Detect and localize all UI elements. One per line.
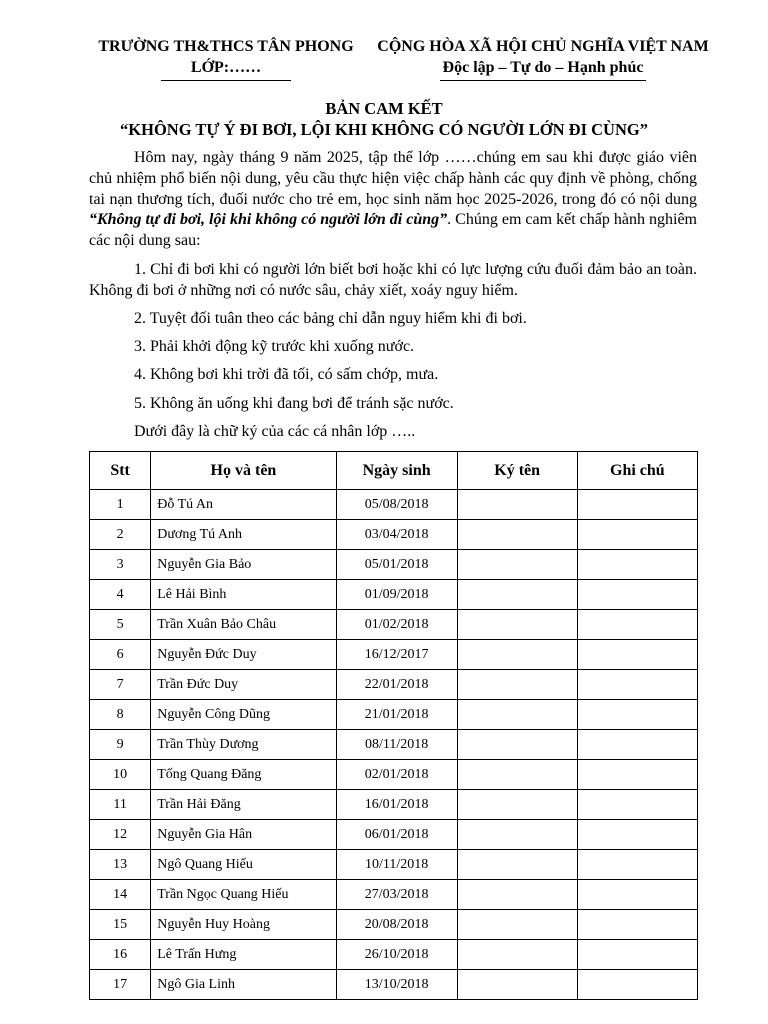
column-header-name: Họ và tên [151,452,336,490]
row-signature [457,730,577,760]
row-note [577,580,697,610]
row-note [577,970,697,1000]
row-note [577,940,697,970]
row-name: Trần Xuân Bảo Châu [151,610,336,640]
row-signature [457,970,577,1000]
table-row [90,730,698,760]
table-row [90,670,698,700]
row-name: Lê Trấn Hưng [151,940,336,970]
row-signature [457,610,577,640]
row-name: Tống Quang Đăng [151,760,336,790]
row-name: Ngô Gia Linh [151,970,336,1000]
row-signature [457,580,577,610]
table-row [90,490,698,520]
table-row [90,850,698,880]
nation-name: CỘNG HÒA XÃ HỘI CHỦ NGHĨA VIỆT NAM [377,38,709,55]
row-stt: 6 [90,640,151,670]
row-dob: 10/11/2018 [336,850,457,880]
class-line: LỚP:…… [161,57,291,81]
intro-text-1: Hôm nay, ngày tháng 9 năm 2025, tập thể lớp ……chúng em sau khi được giáo viên chủ nhiệm phổ biến nội dung, yêu cầu thực hiện việc chấp hành các quy định về phòng, chống tai nạn thương tích, đuối nước cho trẻ em, học sinh năm học 2025-2026, trong đó có nội dung [89,149,697,208]
title-line-1: BẢN CAM KẾT [325,99,443,118]
commitment-item: 3. Phải khởi động kỹ trước khi xuống nước. [134,338,415,356]
row-dob: 13/10/2018 [336,970,457,1000]
row-name: Nguyễn Gia Hân [151,820,336,850]
row-stt: 5 [90,610,151,640]
row-stt: 4 [90,580,151,610]
row-stt: 8 [90,700,151,730]
column-header-stt: Stt [90,452,151,490]
row-note [577,910,697,940]
row-signature [457,880,577,910]
row-name: Nguyễn Huy Hoàng [151,910,336,940]
row-name: Đỗ Tú An [151,490,336,520]
row-note [577,670,697,700]
row-signature [457,910,577,940]
row-name: Nguyễn Đức Duy [151,640,336,670]
row-note [577,610,697,640]
row-dob: 01/09/2018 [336,580,457,610]
row-dob: 16/12/2017 [336,640,457,670]
row-note [577,850,697,880]
row-stt: 10 [90,760,151,790]
table-row [90,760,698,790]
school-header [90,36,362,81]
student-signature-table [89,451,698,1000]
row-dob: 02/01/2018 [336,760,457,790]
row-name: Trần Đức Duy [151,670,336,700]
table-header-row [90,452,698,490]
commitment-item: 2. Tuyệt đối tuân theo các bảng chỉ dẫn nguy hiểm khi đi bơi. [134,309,527,327]
row-dob: 03/04/2018 [336,520,457,550]
row-note [577,880,697,910]
table-body [90,490,698,1000]
row-dob: 26/10/2018 [336,940,457,970]
row-signature [457,670,577,700]
document-title [60,98,708,140]
row-signature [457,490,577,520]
table-row [90,520,698,550]
table-row [90,790,698,820]
row-dob: 05/01/2018 [336,550,457,580]
row-stt: 13 [90,850,151,880]
national-motto: Độc lập – Tự do – Hạnh phúc [440,57,647,81]
commitment-item: 4. Không bơi khi trời đã tối, có sấm chớp, mưa. [134,366,439,384]
national-header [368,36,718,81]
table-row [90,910,698,940]
column-header-dob: Ngày sinh [336,452,457,490]
row-note [577,520,697,550]
row-dob: 01/02/2018 [336,610,457,640]
row-note [577,790,697,820]
row-name: Nguyễn Gia Bảo [151,550,336,580]
row-stt: 16 [90,940,151,970]
column-header-note: Ghi chú [577,452,697,490]
row-signature [457,700,577,730]
table-row [90,550,698,580]
row-name: Trần Ngọc Quang Hiếu [151,880,336,910]
row-signature [457,790,577,820]
row-dob: 21/01/2018 [336,700,457,730]
row-name: Trần Thùy Dương [151,730,336,760]
row-stt: 7 [90,670,151,700]
row-signature [457,640,577,670]
row-stt: 9 [90,730,151,760]
row-signature [457,820,577,850]
intro-text-2: . Chúng em cam kết chấp hành nghiêm các nội dung sau: [89,211,697,250]
signature-intro: Dưới đây là chữ ký của các cá nhân lớp ….. [134,422,416,440]
row-note [577,760,697,790]
column-header-signature: Ký tên [457,452,577,490]
row-dob: 16/01/2018 [336,790,457,820]
row-note [577,550,697,580]
row-note [577,490,697,520]
intro-emphasis: “Không tự đi bơi, lội khi không có người lớn đi cùng” [89,211,448,229]
document-body [89,148,697,443]
row-note [577,640,697,670]
commitment-item: 5. Không ăn uống khi đang bơi để tránh sặc nước. [134,394,454,412]
row-stt: 3 [90,550,151,580]
row-note [577,820,697,850]
row-stt: 1 [90,490,151,520]
title-line-2: “KHÔNG TỰ Ý ĐI BƠI, LỘI KHI KHÔNG CÓ NGƯỜI LỚN ĐI CÙNG” [120,120,648,139]
row-signature [457,850,577,880]
row-name: Trần Hải Đăng [151,790,336,820]
row-name: Dương Tú Anh [151,520,336,550]
row-signature [457,520,577,550]
row-note [577,730,697,760]
row-note [577,700,697,730]
table-row [90,880,698,910]
table-row [90,940,698,970]
row-dob: 05/08/2018 [336,490,457,520]
row-stt: 15 [90,910,151,940]
commitment-item: 1. Chỉ đi bơi khi có người lớn biết bơi hoặc khi có lực lượng cứu đuối đảm bảo an toàn. Không đi bơi ở những nơi có nước sâu, chảy xiết, xoáy nguy hiểm. [89,260,697,299]
school-name: TRƯỜNG TH&THCS TÂN PHONG [98,38,354,55]
row-dob: 22/01/2018 [336,670,457,700]
table-row [90,580,698,610]
row-dob: 20/08/2018 [336,910,457,940]
intro-paragraph [89,148,697,252]
row-signature [457,550,577,580]
table-row [90,820,698,850]
row-dob: 06/01/2018 [336,820,457,850]
row-signature [457,940,577,970]
row-stt: 14 [90,880,151,910]
table-row [90,970,698,1000]
row-name: Nguyễn Công Dũng [151,700,336,730]
row-stt: 17 [90,970,151,1000]
row-stt: 11 [90,790,151,820]
row-dob: 08/11/2018 [336,730,457,760]
table-row [90,610,698,640]
row-dob: 27/03/2018 [336,880,457,910]
row-name: Lê Hải Bình [151,580,336,610]
table-row [90,640,698,670]
table-row [90,700,698,730]
row-stt: 2 [90,520,151,550]
row-stt: 12 [90,820,151,850]
row-signature [457,760,577,790]
row-name: Ngô Quang Hiếu [151,850,336,880]
